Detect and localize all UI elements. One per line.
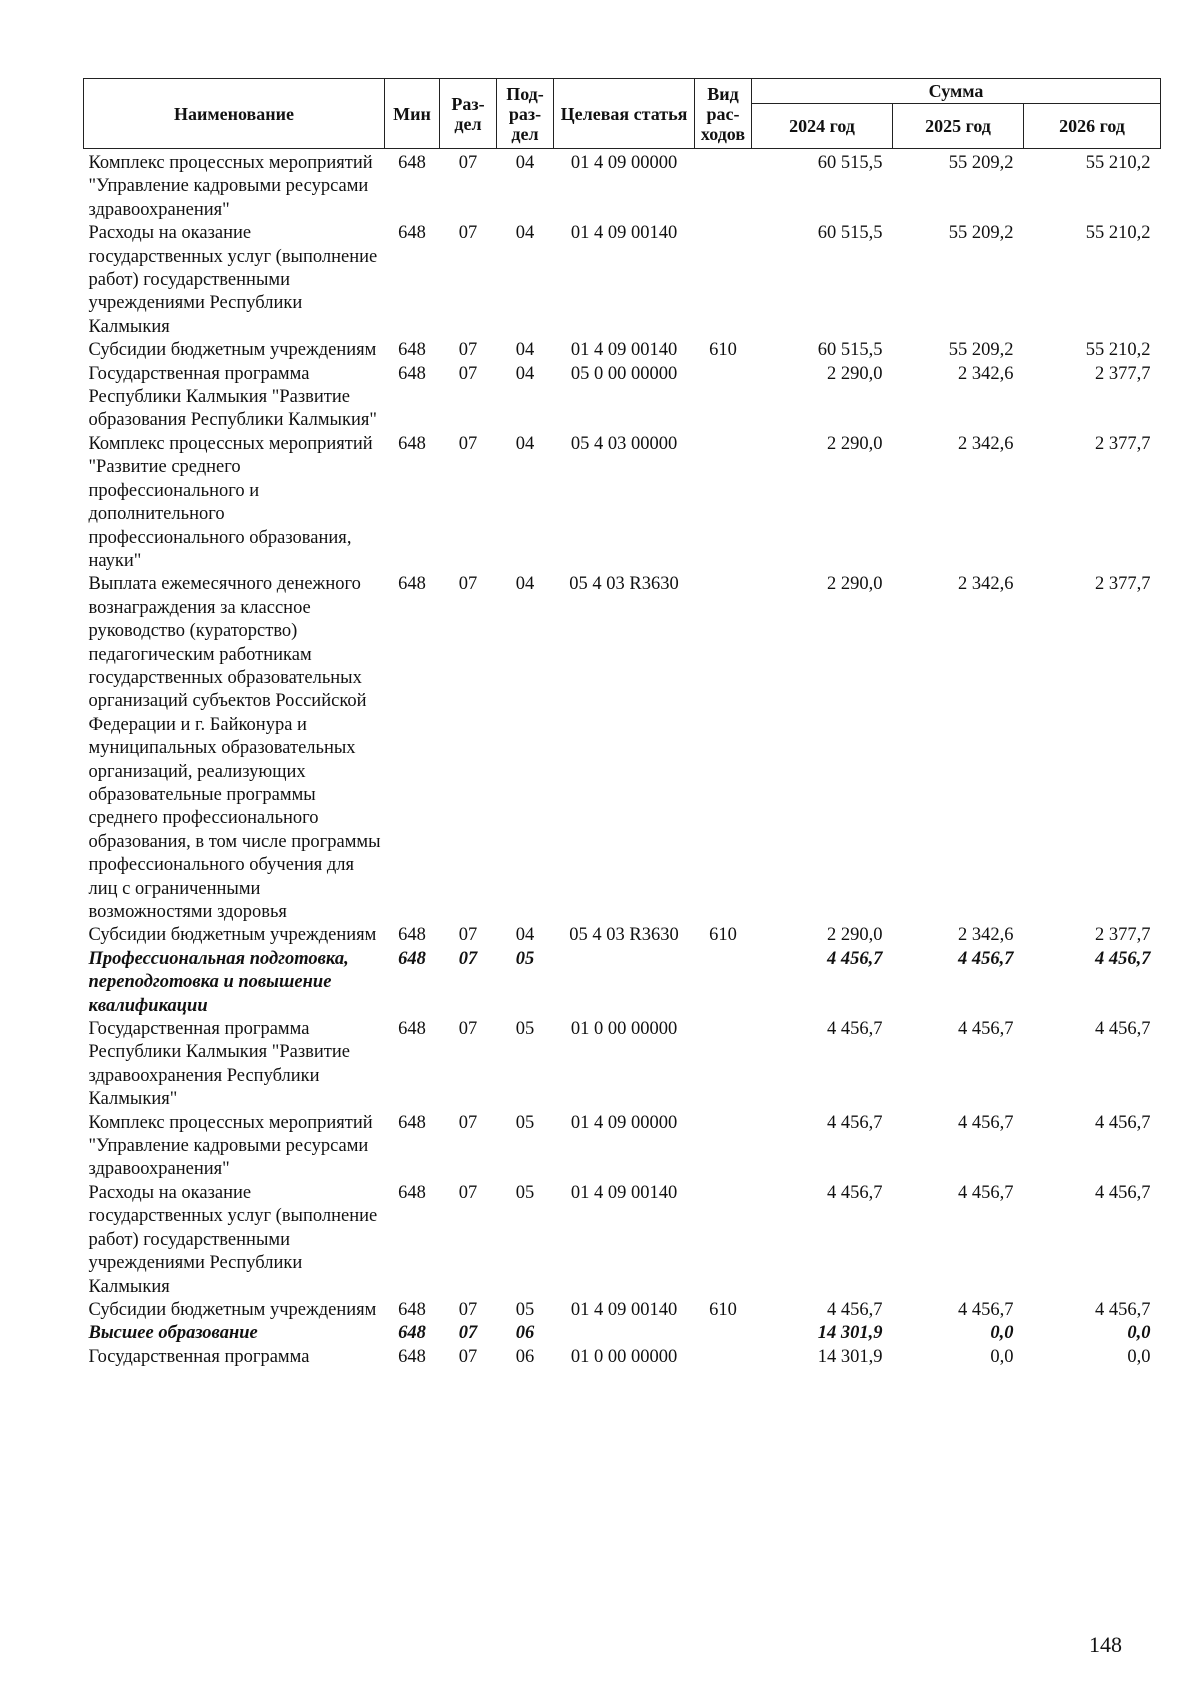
row-celevaya: 01 4 09 00140 [570,223,678,244]
row-vid [695,1346,752,1369]
row-min: 648 [398,433,426,454]
row-2025: 0,0 [990,1346,1014,1367]
table-row [84,573,1161,924]
row-podrazdel: 04 [515,574,535,595]
row-vid: 610 [709,1299,737,1320]
row-razdel: 07 [458,925,478,946]
row-vid [695,1112,752,1182]
row-celevaya: 01 4 09 00140 [570,340,678,361]
row-2026: 55 210,2 [1085,340,1151,361]
row-name: Субсидии бюджетным учреждениям [88,340,377,361]
row-2026: 2 377,7 [1095,574,1151,595]
row-vid [695,1182,752,1299]
table-row [84,433,1161,573]
row-celevaya: 01 0 00 00000 [570,1346,678,1367]
row-vid [695,222,752,339]
row-2026: 4 456,7 [1095,1112,1151,1133]
row-2024: 2 290,0 [827,925,883,946]
row-2026: 4 456,7 [1095,948,1151,969]
header-summa: Сумма [752,79,1161,104]
row-min: 648 [398,340,426,361]
row-celevaya [554,1322,695,1345]
row-min: 648 [398,223,426,244]
row-2024: 60 515,5 [817,223,883,244]
row-2026: 4 456,7 [1095,1182,1151,1203]
header-2025: 2025 год [893,104,1024,149]
table-row [84,1322,1161,1345]
row-razdel: 07 [458,223,478,244]
row-name: Выплата ежемесячного денежного вознаграждения за классное руководство (кураторство) педагогическим работникам государственных образовательных организаций субъектов Российской Федерации и г. Байконура и муниципальных образовательных организаций, реализующих образовательные программы среднего профессионального образования, в том числе программы профессионального обучения для лиц с ограниченными возможностями здоровья [88,574,381,922]
row-2024: 2 290,0 [827,363,883,384]
row-name: Расходы на оказание государственных услуг (выполнение работ) государственными учреждениями Республики Калмыкия [88,223,378,337]
row-2025: 2 342,6 [958,574,1014,595]
row-razdel: 07 [458,1299,478,1320]
row-vid [695,152,752,222]
row-vid: 610 [709,925,737,946]
row-celevaya: 01 4 09 00000 [570,1112,678,1133]
row-2025: 4 456,7 [958,948,1014,969]
row-min: 648 [398,1182,426,1203]
table-body [84,149,1161,1370]
table-row [84,1182,1161,1299]
table-row [84,1299,1161,1322]
row-2024: 14 301,9 [817,1346,883,1367]
row-celevaya: 01 4 09 00140 [570,1299,678,1320]
row-2024: 60 515,5 [817,340,883,361]
row-razdel: 07 [458,1182,478,1203]
row-2025: 0,0 [990,1323,1014,1344]
row-2026: 2 377,7 [1095,433,1151,454]
row-min: 648 [398,574,426,595]
row-razdel: 07 [458,574,478,595]
row-2024: 4 456,7 [827,948,883,969]
row-2024: 4 456,7 [827,1019,883,1040]
row-name: Субсидии бюджетным учреждениям [88,925,377,946]
row-2025: 4 456,7 [958,1019,1014,1040]
row-celevaya: 01 4 09 00140 [570,1182,678,1203]
header-min: Мин [385,79,440,149]
row-celevaya [554,948,695,1018]
row-min: 648 [398,1346,426,1367]
row-min: 648 [398,363,426,384]
row-podrazdel: 04 [515,223,535,244]
header-2026: 2026 год [1024,104,1161,149]
row-vid [695,948,752,1018]
row-min: 648 [398,1019,426,1040]
header-celevaya: Целевая статья [554,79,695,149]
row-2024: 4 456,7 [827,1182,883,1203]
row-name: Государственная программа Республики Калмыкия "Развитие здравоохранения Республики Калмыкия" [88,1019,350,1110]
header-name: Наименование [84,79,385,149]
row-2024: 2 290,0 [827,433,883,454]
row-razdel: 07 [458,340,478,361]
table-row [84,1346,1161,1369]
row-name: Комплекс процессных мероприятий "Управление кадровыми ресурсами здравоохранения" [88,1112,373,1180]
row-2025: 55 209,2 [948,340,1014,361]
table-row [84,222,1161,339]
header-vid: Вид рас-ходов [695,79,752,149]
row-podrazdel: 05 [515,948,535,969]
table-header [84,79,1161,149]
table-row [84,1018,1161,1112]
row-name: Комплекс процессных мероприятий "Управление кадровыми ресурсами здравоохранения" [88,153,373,220]
row-celevaya: 01 4 09 00000 [570,153,678,173]
row-2024: 4 456,7 [827,1299,883,1320]
table-row [84,1112,1161,1182]
table-row [84,924,1161,947]
header-podrazdel: Под-раз-дел [497,79,554,149]
row-podrazdel: 04 [515,433,535,454]
row-name: Расходы на оказание государственных услуг (выполнение работ) государственными учреждениями Республики Калмыкия [88,1182,378,1297]
row-2025: 2 342,6 [958,363,1014,384]
row-2026: 55 210,2 [1085,223,1151,244]
row-vid [695,363,752,433]
row-2025: 2 342,6 [958,433,1014,454]
row-2025: 55 209,2 [948,223,1014,244]
row-podrazdel: 05 [515,1182,535,1203]
row-min: 648 [398,1323,426,1344]
row-vid [695,1322,752,1345]
row-2025: 4 456,7 [958,1182,1014,1203]
row-2026: 0,0 [1127,1346,1151,1367]
row-vid: 610 [709,340,737,361]
table-row [84,339,1161,362]
row-2026: 4 456,7 [1095,1299,1151,1320]
row-razdel: 07 [458,1346,478,1367]
row-podrazdel: 04 [515,153,535,173]
row-podrazdel: 05 [515,1112,535,1133]
page-number: 148 [1089,1632,1122,1657]
row-razdel: 07 [458,1019,478,1040]
table-row [84,152,1161,222]
row-2025: 2 342,6 [958,925,1014,946]
row-podrazdel: 04 [515,925,535,946]
row-2026: 55 210,2 [1085,153,1151,173]
row-2025: 4 456,7 [958,1299,1014,1320]
row-min: 648 [398,1112,426,1133]
row-name: Государственная программа Республики Калмыкия "Развитие образования Республики Калмыкия" [88,363,377,431]
row-2026: 2 377,7 [1095,925,1151,946]
row-2025: 55 209,2 [948,153,1014,173]
budget-table [83,78,1161,1369]
row-razdel: 07 [458,363,478,384]
row-celevaya: 05 0 00 00000 [570,363,678,384]
row-name: Государственная программа [88,1346,310,1367]
row-2024: 14 301,9 [817,1323,883,1344]
row-razdel: 07 [458,1323,478,1344]
row-name: Высшее образование [88,1323,258,1344]
row-2024: 2 290,0 [827,574,883,595]
row-razdel: 07 [458,433,478,454]
row-razdel: 07 [458,1112,478,1133]
row-celevaya: 05 4 03 00000 [570,433,678,454]
row-min: 648 [398,948,426,969]
row-min: 648 [398,1299,426,1320]
row-min: 648 [398,925,426,946]
row-celevaya: 05 4 03 R3630 [569,574,679,595]
row-podrazdel: 05 [515,1019,535,1040]
table-row [84,948,1161,1018]
row-podrazdel: 06 [515,1323,535,1344]
row-2024: 4 456,7 [827,1112,883,1133]
table-row [84,363,1161,433]
row-celevaya: 01 0 00 00000 [570,1019,678,1040]
row-2024: 60 515,5 [817,153,883,173]
row-podrazdel: 06 [515,1346,535,1367]
row-2026: 2 377,7 [1095,363,1151,384]
row-vid [695,1018,752,1112]
row-podrazdel: 04 [515,340,535,361]
row-vid [695,433,752,573]
row-name: Профессиональная подготовка, переподготовка и повышение квалификации [88,948,349,1016]
row-name: Комплекс процессных мероприятий "Развитие среднего профессионального и дополнительного профессионального образования, науки" [88,433,373,571]
row-2025: 4 456,7 [958,1112,1014,1133]
header-razdel: Раз-дел [440,79,497,149]
row-name: Субсидии бюджетным учреждениям [88,1299,377,1320]
row-celevaya: 05 4 03 R3630 [569,925,679,946]
row-2026: 0,0 [1127,1323,1151,1344]
row-min: 648 [398,153,426,173]
row-razdel: 07 [458,153,478,173]
row-razdel: 07 [458,948,478,969]
row-vid [695,573,752,924]
header-2024: 2024 год [752,104,893,149]
row-podrazdel: 05 [515,1299,535,1320]
row-2026: 4 456,7 [1095,1019,1151,1040]
row-podrazdel: 04 [515,363,535,384]
